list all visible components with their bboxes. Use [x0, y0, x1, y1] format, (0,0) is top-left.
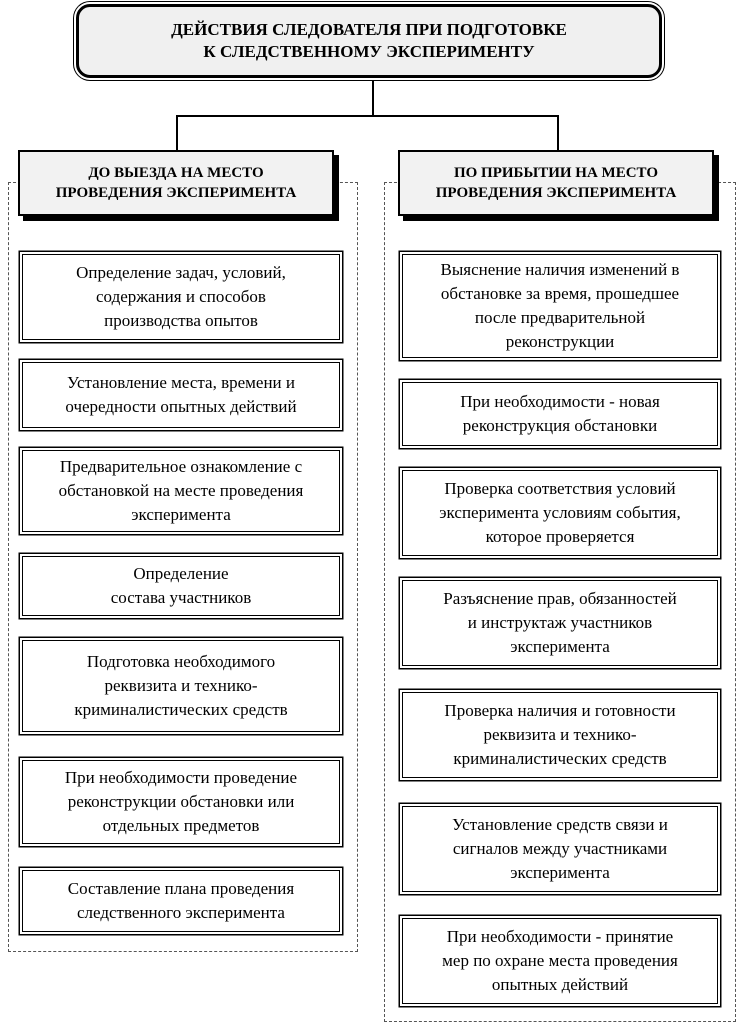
title-line-2: К СЛЕДСТВЕННОМУ ЭКСПЕРИМЕНТУ — [203, 42, 535, 61]
left-step-7 — [22, 870, 340, 932]
right-step-1 — [402, 254, 718, 358]
right-step-1-line-4: реконструкции — [505, 332, 615, 351]
left-step-3-line-2: обстановкой на месте проведения — [58, 481, 304, 500]
connector-horizontal — [176, 115, 559, 117]
right-step-3-line-1: Проверка соответствия условий — [444, 479, 676, 498]
left-step-4-line-1: Определение — [133, 564, 229, 583]
left-step-1-line-2: содержания и способов — [96, 287, 266, 306]
connector-left-drop — [176, 115, 178, 150]
left-step-2 — [22, 362, 340, 428]
left-step-2-line-1: Установление места, времени и — [66, 373, 295, 392]
right-step-6-line-2: сигналов между участниками — [452, 839, 668, 858]
right-step-7-line-1: При необходимости - принятие — [446, 927, 674, 946]
right-step-4 — [402, 580, 718, 666]
right-step-2 — [402, 382, 718, 446]
right-step-3-line-2: эксперимента условиям события, — [439, 503, 681, 522]
left-step-6-line-2: реконструкции обстановки или — [67, 792, 295, 811]
right-step-7-line-2: мер по охране места проведения — [442, 951, 678, 970]
connector-trunk — [372, 80, 374, 116]
left-step-3-line-1: Предварительное ознакомление с — [59, 457, 303, 476]
right-step-4-line-1: Разъяснение прав, обязанностей — [443, 589, 677, 608]
left-step-5 — [22, 640, 340, 732]
diagram-title — [76, 4, 662, 78]
left-header-line-1: ДО ВЫЕЗДА НА МЕСТО — [88, 165, 264, 181]
right-step-6-line-3: эксперимента — [510, 863, 610, 882]
title-line-1: ДЕЙСТВИЯ СЛЕДОВАТЕЛЯ ПРИ ПОДГОТОВКЕ — [171, 20, 567, 39]
left-step-1-line-1: Определение задач, условий, — [76, 263, 286, 282]
right-step-4-line-3: эксперимента — [510, 637, 610, 656]
right-header-line-2: ПРОВЕДЕНИЯ ЭКСПЕРИМЕНТА — [435, 185, 677, 201]
left-step-6-line-3: отдельных предметов — [102, 816, 260, 835]
right-step-1-line-2: обстановке за время, прошедшее — [440, 284, 680, 303]
right-step-2-line-1: При необходимости - новая — [460, 392, 660, 411]
left-step-5-line-1: Подготовка необходимого — [86, 652, 276, 671]
left-step-1 — [22, 254, 340, 340]
left-step-7-line-2: следственного эксперимента — [77, 903, 285, 922]
left-column-header — [18, 150, 334, 216]
right-step-7-line-3: опытных действий — [491, 975, 629, 994]
right-step-1-line-3: после предварительной — [474, 308, 646, 327]
left-step-3-line-3: эксперимента — [131, 505, 231, 524]
left-step-6-line-1: При необходимости проведение — [64, 768, 298, 787]
right-step-4-line-2: и инструктаж участников — [467, 613, 653, 632]
left-step-2-line-2: очередности опытных действий — [65, 397, 297, 416]
left-step-4-line-2: состава участников — [110, 588, 252, 607]
left-step-6 — [22, 760, 340, 844]
right-column-header — [398, 150, 714, 216]
right-step-6-line-1: Установление средств связи и — [452, 815, 668, 834]
left-step-3 — [22, 450, 340, 532]
right-step-5-line-3: криминалистических средств — [453, 749, 667, 768]
right-step-6 — [402, 806, 718, 892]
right-step-3-line-3: которое проверяется — [485, 527, 635, 546]
left-step-7-line-1: Составление плана проведения — [67, 879, 295, 898]
right-step-1-line-1: Выяснение наличия изменений в — [440, 260, 680, 279]
right-step-5 — [402, 692, 718, 778]
right-step-3 — [402, 470, 718, 556]
right-step-7 — [402, 918, 718, 1004]
right-header-line-1: ПО ПРИБЫТИИ НА МЕСТО — [453, 165, 659, 181]
left-step-5-line-3: криминалистических средств — [74, 700, 288, 719]
right-step-5-line-2: реквизита и технико- — [483, 725, 637, 744]
connector-right-drop — [557, 115, 559, 150]
left-step-1-line-3: производства опытов — [104, 311, 258, 330]
right-step-5-line-1: Проверка наличия и готовности — [444, 701, 676, 720]
right-step-2-line-2: реконструкция обстановки — [462, 416, 658, 435]
left-step-4 — [22, 556, 340, 616]
left-step-5-line-2: реквизита и технико- — [104, 676, 258, 695]
left-header-line-2: ПРОВЕДЕНИЯ ЭКСПЕРИМЕНТА — [55, 185, 297, 201]
